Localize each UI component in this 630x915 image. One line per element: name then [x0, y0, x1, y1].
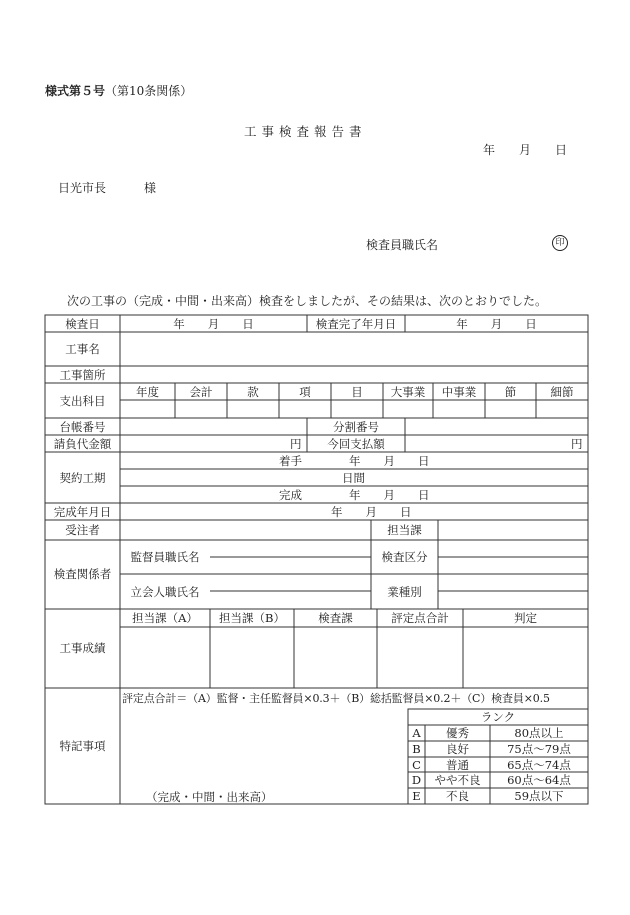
label-remarks: 特記事項: [59, 739, 106, 753]
label-contract-amount: 請負代金額: [53, 437, 112, 451]
rank-header: ランク: [480, 710, 516, 724]
results-col-dept-b: 担当課（B）: [219, 611, 285, 625]
score-formula: 評定点合計＝（A）監督・主任監督員×0.3＋（B）総括監督員×0.2＋（C）検査員×0.5: [122, 692, 550, 705]
rank-code: D: [411, 773, 422, 787]
label-contract-period: 契約工期: [59, 471, 106, 485]
report-date: 年 月 日: [483, 143, 568, 157]
label-completion-date: 完成年月日: [53, 505, 112, 519]
page-title: 工事検査報告書: [244, 124, 367, 139]
label-department: 担当課: [387, 523, 422, 537]
label-supervisor: 監督員職氏名: [130, 550, 200, 564]
contract-amount-yen: 円: [290, 437, 302, 451]
expenditure-col-kan: 款: [247, 385, 259, 399]
label-start: 着手: [279, 454, 302, 468]
label-inspection-date: 検査日: [65, 317, 100, 331]
form-number: 様式第５号（第10条関係）: [45, 84, 193, 98]
rank-label: やや不良: [434, 773, 481, 787]
inspector-name-label: 検査員職氏名: [366, 238, 439, 252]
start-date-field[interactable]: 年 月 日: [349, 454, 430, 468]
rank-code: C: [412, 758, 421, 772]
label-division-number: 分割番号: [333, 420, 379, 434]
rank-label: 普通: [446, 758, 469, 772]
expenditure-col-moku: 目: [351, 385, 363, 399]
rank-range: 80点以上: [514, 726, 564, 740]
expenditure-col-mid: 中事業: [441, 385, 477, 399]
label-expenditure: 支出科目: [59, 394, 106, 408]
label-ledger-number: 台帳番号: [59, 420, 106, 434]
seal-mark: 印: [552, 235, 568, 251]
inspection-date-field[interactable]: 年 月 日: [173, 317, 254, 331]
completion-date-value[interactable]: 年 月 日: [331, 505, 412, 519]
label-project-location: 工事箇所: [59, 368, 106, 382]
label-witness: 立会人職氏名: [130, 585, 200, 599]
rank-code: E: [412, 789, 421, 803]
expenditure-col-kou: 項: [299, 385, 311, 399]
rank-label: 良好: [446, 742, 469, 756]
current-payment-yen: 円: [571, 437, 583, 451]
label-business-type: 業種別: [387, 585, 422, 599]
rank-range: 59点以下: [514, 789, 564, 803]
results-col-dept-a: 担当課（A）: [132, 611, 198, 625]
rank-label: 優秀: [446, 726, 469, 740]
rank-range: 65点～74点: [507, 758, 571, 772]
expenditure-col-year: 年度: [136, 385, 159, 399]
expenditure-col-saisetsu: 細節: [550, 385, 574, 399]
completion-date-field[interactable]: 年 月 日: [349, 488, 430, 502]
label-contractor: 受注者: [65, 523, 100, 537]
expenditure-col-account: 会計: [189, 385, 213, 399]
inspection-complete-date-field[interactable]: 年 月 日: [456, 317, 537, 331]
expenditure-col-setsu: 節: [504, 385, 517, 399]
label-current-payment: 今回支払額: [327, 437, 385, 451]
expenditure-col-major: 大事業: [390, 385, 426, 399]
rank-range: 75点～79点: [507, 742, 571, 756]
rank-code: A: [412, 726, 421, 740]
label-completion: 完成: [279, 488, 302, 502]
results-col-inspection: 検査課: [318, 611, 353, 625]
label-inspection-parties: 検査関係者: [53, 567, 112, 581]
remarks-inspection-type: （完成・中間・出来高）: [146, 790, 273, 804]
addressee: 日光市長 様: [58, 181, 157, 195]
results-col-total-score: 評定点合計: [391, 611, 449, 625]
label-inspection-complete-date: 検査完了年月日: [315, 317, 397, 331]
rank-code: B: [412, 742, 421, 756]
rank-label: 不良: [446, 789, 469, 803]
label-inspection-category: 検査区分: [381, 550, 428, 564]
intro-text: 次の工事の（完成・中間・出来高）検査をしましたが、その結果は、次のとおりでした。: [67, 294, 548, 308]
results-col-judgement: 判定: [514, 611, 537, 625]
label-results: 工事成績: [59, 641, 106, 655]
label-days: 日間: [342, 471, 365, 485]
rank-range: 60点～64点: [507, 773, 571, 787]
label-project-name: 工事名: [65, 342, 100, 356]
